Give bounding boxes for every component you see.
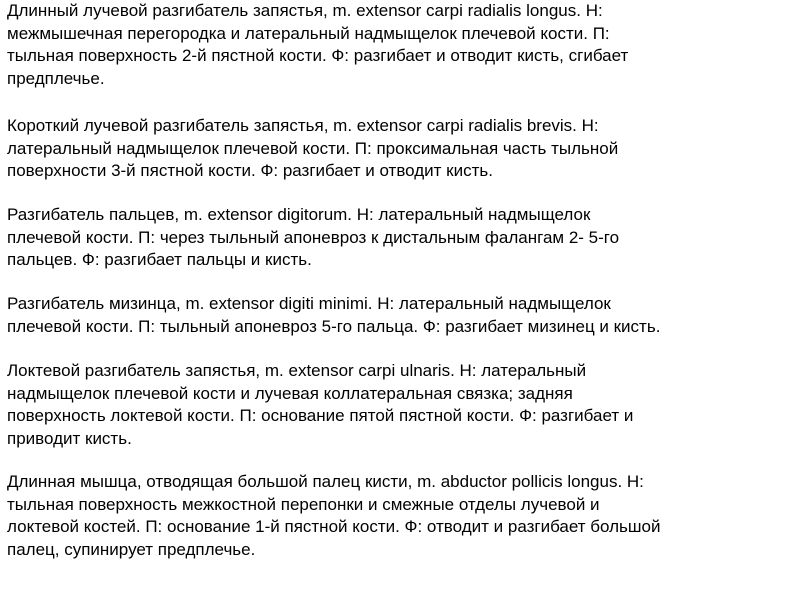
text-line: надмыщелок плечевой кости и лучевая коллатеральная связка; задняя: [7, 383, 573, 403]
paragraph-apl: [7, 471, 792, 561]
text-line: тыльная поверхность межкостной перепонки и смежные отделы лучевой и: [7, 494, 600, 514]
text-line: Короткий лучевой разгибатель запястья, m. extensor carpi radialis brevis. Н:: [7, 116, 599, 135]
text-line: приводит кисть.: [7, 428, 132, 448]
text-line: Локтевой разгибатель запястья, m. extensor carpi ulnaris. Н: латеральный: [7, 361, 587, 380]
paragraph-extensor-digitorum: [7, 204, 792, 272]
text-line: плечевой кости. П: тыльный апоневроз 5-го пальца. Ф: разгибает мизинец и кисть.: [7, 316, 661, 336]
paragraph-ecr-brevis: [7, 115, 792, 183]
text-line: пальцев. Ф: разгибает пальцы и кисть.: [7, 250, 312, 269]
paragraph-ecr-longus: [7, 0, 792, 90]
text-line: поверхность локтевой кости. П: основание пятой пястной кости. Ф: разгибает и: [7, 406, 634, 425]
text-line: тыльная поверхность 2-й пястной кости. Ф: разгибает и отводит кисть, сгибает: [7, 46, 629, 65]
text-line: предплечье.: [7, 68, 105, 88]
text-line: Длинная мышца, отводящая большой палец кисти, m. abductor pollicis longus. Н:: [7, 472, 644, 491]
text-line: локтевой костей. П: основание 1-й пястной кости. Ф: отводит и разгибает большой: [7, 517, 661, 536]
text-line: межмышечная перегородка и латеральный надмыщелок плечевой кости. П:: [7, 23, 610, 43]
text-line: поверхности 3-й пястной кости. Ф: разгибает и отводит кисть.: [7, 161, 493, 180]
text-line: Длинный лучевой разгибатель запястья, m. extensor carpi radialis longus. Н:: [7, 1, 603, 20]
text-line: плечевой кости. П: через тыльный апоневроз к дистальным фалангам 2- 5-го: [7, 227, 620, 247]
text-line: латеральный надмыщелок плечевой кости. П: проксимальная часть тыльной: [7, 138, 619, 158]
text-line: Разгибатель мизинца, m. extensor digiti minimi. Н: латеральный надмыщелок: [7, 294, 611, 313]
paragraph-extensor-digiti-minimi: [7, 293, 792, 338]
paragraph-ecu: [7, 360, 792, 450]
text-line: палец, супинирует предплечье.: [7, 539, 256, 559]
text-line: Разгибатель пальцев, m. extensor digitorum. Н: латеральный надмыщелок: [7, 205, 591, 224]
